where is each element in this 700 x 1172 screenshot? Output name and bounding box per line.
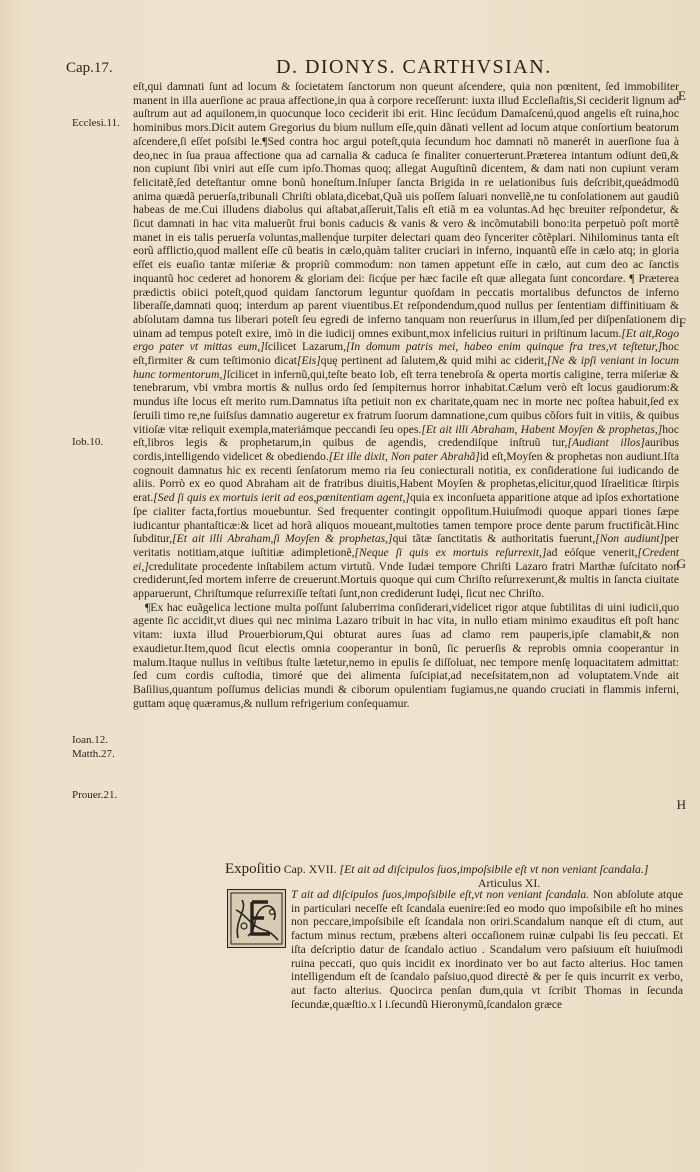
paragraph-1: eſt,qui damnati ſunt ad locum & ſocietatem ſanctorum non queunt aſcendere, quia non pœnitent, ſed immobiliter manent in illa auerſione ac praua affectione,in qua à corpore receſſerunt: iuxta illud Eccleſiaſtis,Si ceciderit lignum ad auſtrum aut ad aquilonem,in quocunque loco ceciderit ibi erit. Hinc ſecúdum Damaſcenú,quod angelis eſt ruina,hoc hominibus mors.Dicit autem Gregorius du bium nullum eſſe,quin dãnati vellent ad locum atque conſortium beatorum aſcendere,ſi eſſet poſsibi le.¶Sed contra hoc argui poteſt,quia ſecundum hoc damnati nõ manerét in auerſione ſua à deo,nec in ſua praua affectione qua ad carnalia & caduca ſe finaliter conuerterunt.Præterea intantum odiunt deū,& non cupiunt ſibi vniri aut eſſe cum ipſo.Thomas quoq; allegat Auguſtinũ dicentem, & dam nati non cupiunt veram felicitatẽ,ſed deteſtantur omne bonũ honeſtum.Inſuper ſancta Brigida in re uelationibus ſuis deſcribit,queádmodũ anima quædã peruerſa,tribunali Chriſti oblata,dicebat,Quã uis poſſem ſaluari nonvellẽ,ne tu conſolationem aut gaudiũ habeas de me.Cui illudens diabolus qui aſtabat,aſſeruit,Talis eſt etiã m ea voluntas.Ad hęc breuiter reſpondetur, & ſicut damnati in hac vita maluerũt frui bonis caducis & vanis & vero & incõmutabili bono:ita perpetuò poſt mortẽ manet in eis talis peruerſa voluntas,mallenq́ue turpiter delectari quam deo ſynceriter cõtẽplari. Nihilominus tanta eſt eorũ afflictio,quod mallent eſſe cũ beatis in cælo,quàm taliter cruciari in inferno, inquantũ eſſe in cælo atq; in gloria eſſet eis euaſio tantæ miſeriæ & propriũ commodum: non tamen appetunt eſſe in cælo, aut cum deo ac ſanctis inquantũ hoc cederet ad honorem & gloriam dei: ſicq́ue per hæc facile eſt quæ allegata ſunt concordare. ¶ Præterea prædictis obiici poteſt,quod quidam ſanctorum leguntur quoſdam in peccatis mortalibus defunctos de inferno liberaſſe,damnati quoq; interdum ap parent viuentibus.Et reſpondendum,quod nullus per ſententiam diffinitiuam & abſolutam damna tus liberari poteſt ſeu egredi de inferno tanquam non reuerſurus in illum,ſed per diſpenſationem di uinam ad tempus poteſt exire, imò in die iudicij omnes exibunt,mox infelicius ruituri in priſtinum lacum.[Et ait,Rogo ergo pater vt mittas eum,]ſcilicet Lazarum,[In domum patris mei, habeo enim quinque fra tres,vt teſtetur,]hoc eſt,firmiter & cum teſtimonio dicat[Eis]quę pertinent ad ſalutem,& quid mihi ac ciderit,[Ne & ipſi veniant in locum hunc tormentorum,]ſcilicet in infernũ,qui,teſte beato Iob, eſt terra tenebroſa & operta mortis caligine, terra miſeriæ & tenebrarum, vbi vmbra mortis & nullus ordo ſed ſempiternus horror inhabitat.Cælum verò eſt locus gaudiorum:& mundus iſte locus eſt merito rum.Damnatus iſta petiuit non ex charitate,quam nec in morte nec poſtea habuit,ſed ex ſeruili timo re,ne ſuiſsſus damnatio augeretur ex fratrum ſuorum damnatione,cum quibus cõſors fuit in vitiis, & quibus vitioſæ vitæ reliquit exempla,materiámque peccandi ſeu opes.[Et ait illi Abraham, Habent Moyſen & prophetas,]hoc eſt,libros legis & prophetarum,in quibus de agendis, credendiſque inſtruũ tur,[Audiant illos]auribus cordis,intelligendo videlicet & obediendo.[Et ille dixit, Non pater Abrahã]id eſt,Moyſen & prophetas non audiunt.Iſta cognouit damnatus hic ex recenti ſenſatorum memo ria ſeu coniecturali notitia, ex conſideratione ſui iudicando de aliis. Porrò ex eo quod Abraham ait de fratribus diuitis,Habent Moyſen & prophetas,elicitur,quod Iſraeliticæ ſtirpis erat.[Sed ſi quis ex mortuis ierit ad eos,pœnitentiam agent,]quia ex inconſueta apparitione atque ad ipſos exhortatione ſpe cialiter facta,fortius mouebuntur. Sed frequenter contingit oppoſitum.Huiuſmodi quoque appari tiones ſæpe iudicantur phantaſticæ:& licet ad horã aliquos moueant,multoties tamen tempore proce dente parum fructificãt.Hinc ſubditur,[Et ait illi Abraham,ſi Moyſen & prophetas,]qui tãtæ ſanctitatis & authoritatis fuerunt,[Non audiunt]per veritatis notitiam,atque iuſtitiæ adimpletionẽ,[Neque ſi quis ex mortuis reſurrexit,]ad eóſque venerit,[Credent ei,]credulitate procedente inſtabilem actum virtutũ. Vnde Iudæi tempore Chriſti Lazaro fratri Marthæ ſuſcitato non crediderunt,ſed mortem inferre de creuerunt.Mortuis quoque qui cum Chriſto reſurrexerunt,& multis in ſancta ciuitate apparuerunt, Chriſtumque reſurrexiſſe teſtati ſunt,non crediderunt Iudęi, ſicut nec Chriſto. <box>133 80 680 601</box>
section-letter-e: E <box>678 88 686 103</box>
exposition-lemma: [Et ait ad diſcipulos ſuos,impoſsibile eſt vt non veniant ſcandala.] <box>339 862 649 876</box>
exposition-first-lines <box>133 888 683 1011</box>
exposition-heading <box>225 861 685 890</box>
margin-note-job: Iob.10. <box>72 436 104 448</box>
article-number: Articulus XI. <box>478 876 541 890</box>
margin-note-ecclesiastes: Ecclesi.11. <box>72 117 120 129</box>
section-letter-h: H <box>676 797 686 812</box>
section-letter-g: G <box>676 556 686 571</box>
margin-note-john: Ioan.12. <box>72 734 109 746</box>
section-letter-f: F <box>678 315 686 330</box>
exposition-opening: T ait ad diſcipulos ſuos,impoſsibile eſt,vt non veniant ſcandala. <box>291 888 590 901</box>
chapter-heading: Cap.17. <box>66 60 113 76</box>
margin-note-proverbs: Prouer.21. <box>72 789 118 801</box>
paragraph-2: ¶Ex hac euãgelica lectione multa poſſunt ſaluberrima conſiderari,videlicet rigor atque ſubtilitas di uini iudicii,quo agente ſic accidit,vt diues qui nec minima Lazaro tribuit in hac vita, in nullo etiam minimo exauditus eſt poſt hanc vitam: iuxta illud Prouerbiorum,Qui obturat aures ſuas ad clamo rem pauperis,ipſe clamabit,& non exaudietur.Item,quod ſicut electis omnia cooperantur in bonũ, ſic peruerſis & reprobis omnia cooperantur in malum.Itaque nullus in veſtibus ſtulte lætetur,nemo in epulis ſe diſſoluat, nec tempore menſę loquacitatem admittat: ſed cum cordis cuſtodia, timoré que dei alimenta ſuſcipiat,ad neceſsitatem,non ad voluptatem.Vnde ait Baſilius,quantum poſſumus delicias mundi & ciborum opulentiam fugiamus,ne quando cruciati in flammis inferni, guttam aquę quæramus,& nullum refrigerium conſequamur. <box>133 600 679 710</box>
exposition-text <box>133 888 683 1011</box>
exposition-body: Non abſolute atque in particulari neceſſe eſt ſcandala euenire:ſed eo modo quo impoſsibile eſt ho mines non peccare,impoſsibile eſt ſcandala non oriri.Scandalum nanque eſt di ctum, aut factum minus rectum, præbens alteri occaſionem ruinæ culpabi lis ſeu peccati. Et iſta deſcriptio datur de ſcandalo actiuo . Scandalum vero paſsiuum eſt huiuſmodi ruina peccati, quo quis incidit ex inordinato ver bo aut facto alterius. Hoc tamen intelligendum eſt de ſcandalo paſsiuo,quod directè & per ſe quis incurrit ex verbo, aut facto alterius. Quocirca penſan dum,quia vt ſcribit Thomas in ſecunda ſecundæ,quæſtio.x l i.ſecundũ Hieronymũ,ſcandalon græce <box>291 888 683 1011</box>
exposition-title: Expoſitio <box>225 861 281 877</box>
running-head: D. DIONYS. CARTHVSIAN. <box>276 56 552 78</box>
margin-note-matthew: Matth.27. <box>72 748 115 760</box>
page-header <box>66 56 686 103</box>
main-text <box>133 80 679 710</box>
exposition-chapter: Cap. XVII. <box>283 862 337 876</box>
